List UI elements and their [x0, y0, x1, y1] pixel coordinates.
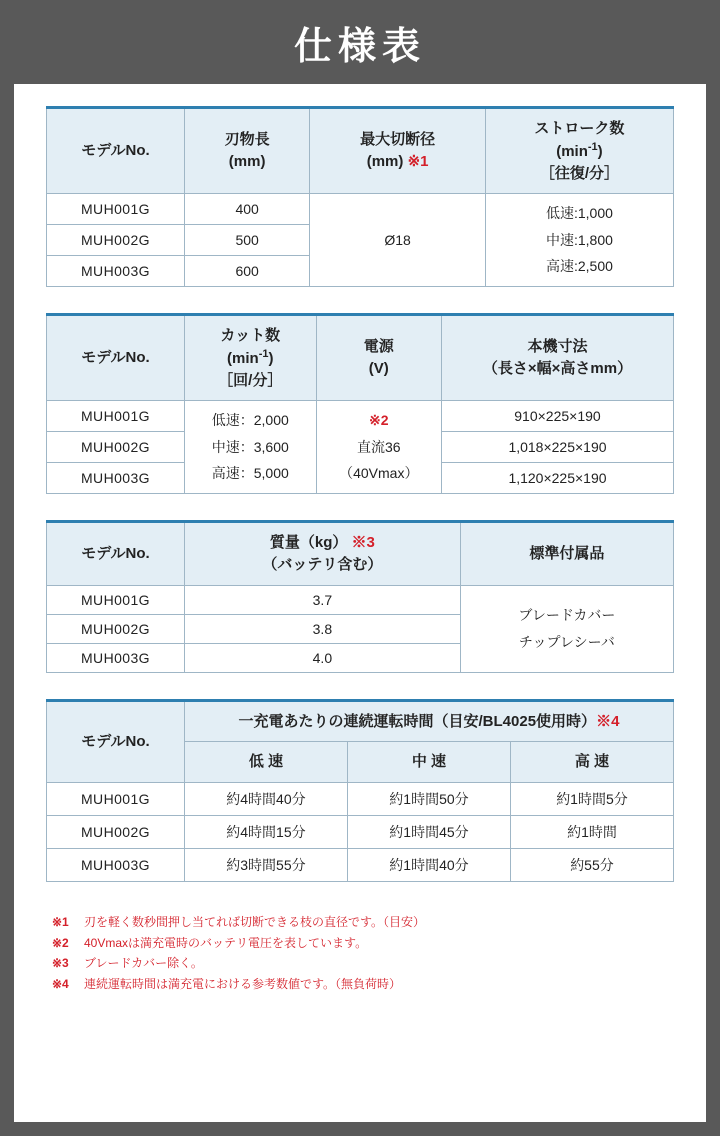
col-header-runtime: [184, 700, 673, 742]
footnote-2-tag: ※2: [52, 935, 69, 950]
stroke-low: 低速:1,000: [545, 205, 613, 222]
dimensions-line2: （長さ×幅×高さmm）: [482, 360, 633, 378]
note-ref-2: ※2: [369, 412, 389, 429]
power-line2: (V): [368, 360, 389, 378]
table-body: [47, 401, 674, 494]
table-header-row: [47, 108, 674, 194]
col-header-low-speed: 低 速: [184, 742, 347, 783]
table-row: [47, 849, 674, 882]
footnote-4: [52, 974, 674, 995]
cell-dimensions: 1,120×225×190: [441, 463, 673, 494]
max-cut-line2: [314, 151, 481, 173]
blade-length-line2: (mm): [228, 153, 266, 171]
cell-model: MUH003G: [47, 849, 185, 882]
footnote-2: [52, 933, 674, 954]
cell-model: MUH003G: [47, 463, 185, 494]
footnote-1-tag: ※1: [52, 915, 69, 930]
cell-model: MUH002G: [47, 614, 185, 643]
cell-runtime-high: 約1時間: [510, 816, 673, 849]
cell-dimensions: 1,018×225×190: [441, 432, 673, 463]
content-area: [14, 84, 706, 995]
cell-mass: 3.8: [184, 614, 460, 643]
cell-power: [316, 401, 441, 494]
cell-runtime-high: 約1時間5分: [510, 783, 673, 816]
stroke-unit-sup: -1: [587, 140, 598, 153]
footnote-4-text: 連続運転時間は満充電における参考数値です。（無負荷時）: [84, 976, 402, 991]
note-ref-1: ※1: [407, 153, 429, 171]
stroke-line2: [490, 140, 669, 163]
cell-runtime-mid: 約1時間45分: [347, 816, 510, 849]
cell-blade-length: 400: [184, 194, 309, 225]
col-header-strokes: [485, 108, 673, 194]
cell-model: MUH003G: [47, 643, 185, 672]
stroke-line1: ストローク数: [534, 120, 625, 137]
col-header-accessories: 標準付属品: [460, 522, 673, 586]
cuts-high: 高速：5,000: [211, 465, 289, 482]
cuts-line1: カット数: [220, 327, 281, 345]
cell-model: MUH002G: [47, 225, 185, 256]
table-row: [47, 194, 674, 225]
footnote-3-text: ブレードカバー除く。: [84, 956, 203, 971]
mass-line2: （バッテリ含む）: [262, 555, 383, 573]
table-row: [47, 401, 674, 432]
table-header: [47, 522, 674, 586]
cuts-unit-end: ): [268, 349, 274, 367]
table-body: [47, 585, 674, 672]
page-body: [0, 84, 720, 1136]
col-header-model: モデルNo.: [47, 700, 185, 783]
runtime-label: 一充電あたりの連続運転時間（目安/BL4025使用時）: [238, 712, 597, 730]
footnote-2-text: 40Vmaxは満充電時のバッテリ電圧を表しています。: [84, 935, 368, 950]
cuts-unit: (min: [227, 349, 259, 367]
footnote-1: [52, 912, 674, 933]
col-header-model: モデルNo.: [47, 315, 185, 401]
power-dc: 直流36: [357, 438, 401, 455]
table-header: [47, 108, 674, 194]
blade-length-line1: 刃物長: [224, 131, 270, 149]
cuts-line3: ［回/分］: [218, 371, 283, 389]
stroke-high: 高速:2,500: [545, 258, 613, 275]
col-header-cuts: [184, 315, 316, 401]
cell-blade-length: 600: [184, 256, 309, 287]
cuts-mid: 中速：3,600: [211, 438, 289, 455]
cell-model: MUH002G: [47, 816, 185, 849]
cell-runtime-low: 約3時間55分: [184, 849, 347, 882]
stroke-unit-end: ): [597, 142, 603, 160]
footnote-4-tag: ※4: [52, 976, 69, 991]
stroke-mid: 中速:1,800: [545, 231, 613, 248]
power-line1: 電源: [363, 338, 394, 356]
cuts-line2: [189, 347, 312, 370]
note-ref-3: ※3: [351, 534, 375, 552]
cell-model: MUH001G: [47, 401, 185, 432]
dimensions-line1: 本機寸法: [527, 338, 588, 356]
cell-model: MUH001G: [47, 585, 185, 614]
cell-max-cut-diameter: Ø18: [310, 194, 486, 287]
cell-model: MUH001G: [47, 783, 185, 816]
cell-model: MUH003G: [47, 256, 185, 287]
cell-accessories: [460, 585, 673, 672]
cell-runtime-low: 約4時間40分: [184, 783, 347, 816]
table-header-row: [47, 522, 674, 586]
col-header-model: モデルNo.: [47, 108, 185, 194]
page-header: [0, 0, 720, 84]
cell-cuts-values: [184, 401, 316, 494]
cuts-low: 低速：2,000: [211, 412, 289, 429]
cell-runtime-mid: 約1時間50分: [347, 783, 510, 816]
footnote-3: [52, 953, 674, 974]
cell-blade-length: 500: [184, 225, 309, 256]
table-header-row: [47, 315, 674, 401]
table-header: [47, 315, 674, 401]
table-header-row: [47, 700, 674, 742]
table-header: [47, 700, 674, 783]
cell-mass: 4.0: [184, 643, 460, 672]
col-header-dimensions: [441, 315, 673, 401]
col-header-blade-length: [184, 108, 309, 194]
page-title: 仕様表: [293, 23, 426, 68]
note-ref-4: ※4: [596, 712, 620, 730]
stroke-unit: (min: [556, 142, 588, 160]
cell-model: MUH001G: [47, 194, 185, 225]
cell-runtime-mid: 約1時間40分: [347, 849, 510, 882]
accessory-2: チップレシーバ: [518, 633, 615, 650]
max-cut-unit: (mm): [366, 153, 404, 171]
cell-stroke-values: [485, 194, 673, 287]
cell-model: MUH002G: [47, 432, 185, 463]
col-header-power: [316, 315, 441, 401]
cell-mass: 3.7: [184, 585, 460, 614]
footnotes: [46, 908, 674, 995]
footnote-1-text: 刃を軽く数秒間押し当てれば切断できる枝の直径です。（目安）: [84, 915, 426, 930]
stroke-line3: ［往復/分］: [539, 164, 620, 182]
table-row: [47, 783, 674, 816]
col-header-mid-speed: 中 速: [347, 742, 510, 783]
table-body: [47, 783, 674, 882]
accessory-1: ブレードカバー: [518, 606, 616, 623]
cuts-unit-sup: -1: [258, 347, 269, 360]
table-cuts-power-dimensions: [46, 313, 674, 494]
table-runtime: [46, 699, 674, 883]
col-header-high-speed: 高 速: [510, 742, 673, 783]
cell-dimensions: 910×225×190: [441, 401, 673, 432]
col-header-mass: [184, 522, 460, 586]
table-blade-stroke: [46, 106, 674, 287]
footnote-3-tag: ※3: [52, 956, 69, 971]
table-mass-accessories: [46, 520, 674, 673]
cell-runtime-high: 約55分: [510, 849, 673, 882]
col-header-model: モデルNo.: [47, 522, 185, 586]
table-row: [47, 585, 674, 614]
power-max: （40Vmax）: [339, 465, 419, 482]
table-body: [47, 194, 674, 287]
mass-line1: [189, 532, 456, 554]
table-row: [47, 816, 674, 849]
mass-label: 質量（kg）: [269, 534, 348, 552]
cell-runtime-low: 約4時間15分: [184, 816, 347, 849]
col-header-max-cut-diameter: [310, 108, 486, 194]
max-cut-line1: 最大切断径: [360, 131, 436, 149]
